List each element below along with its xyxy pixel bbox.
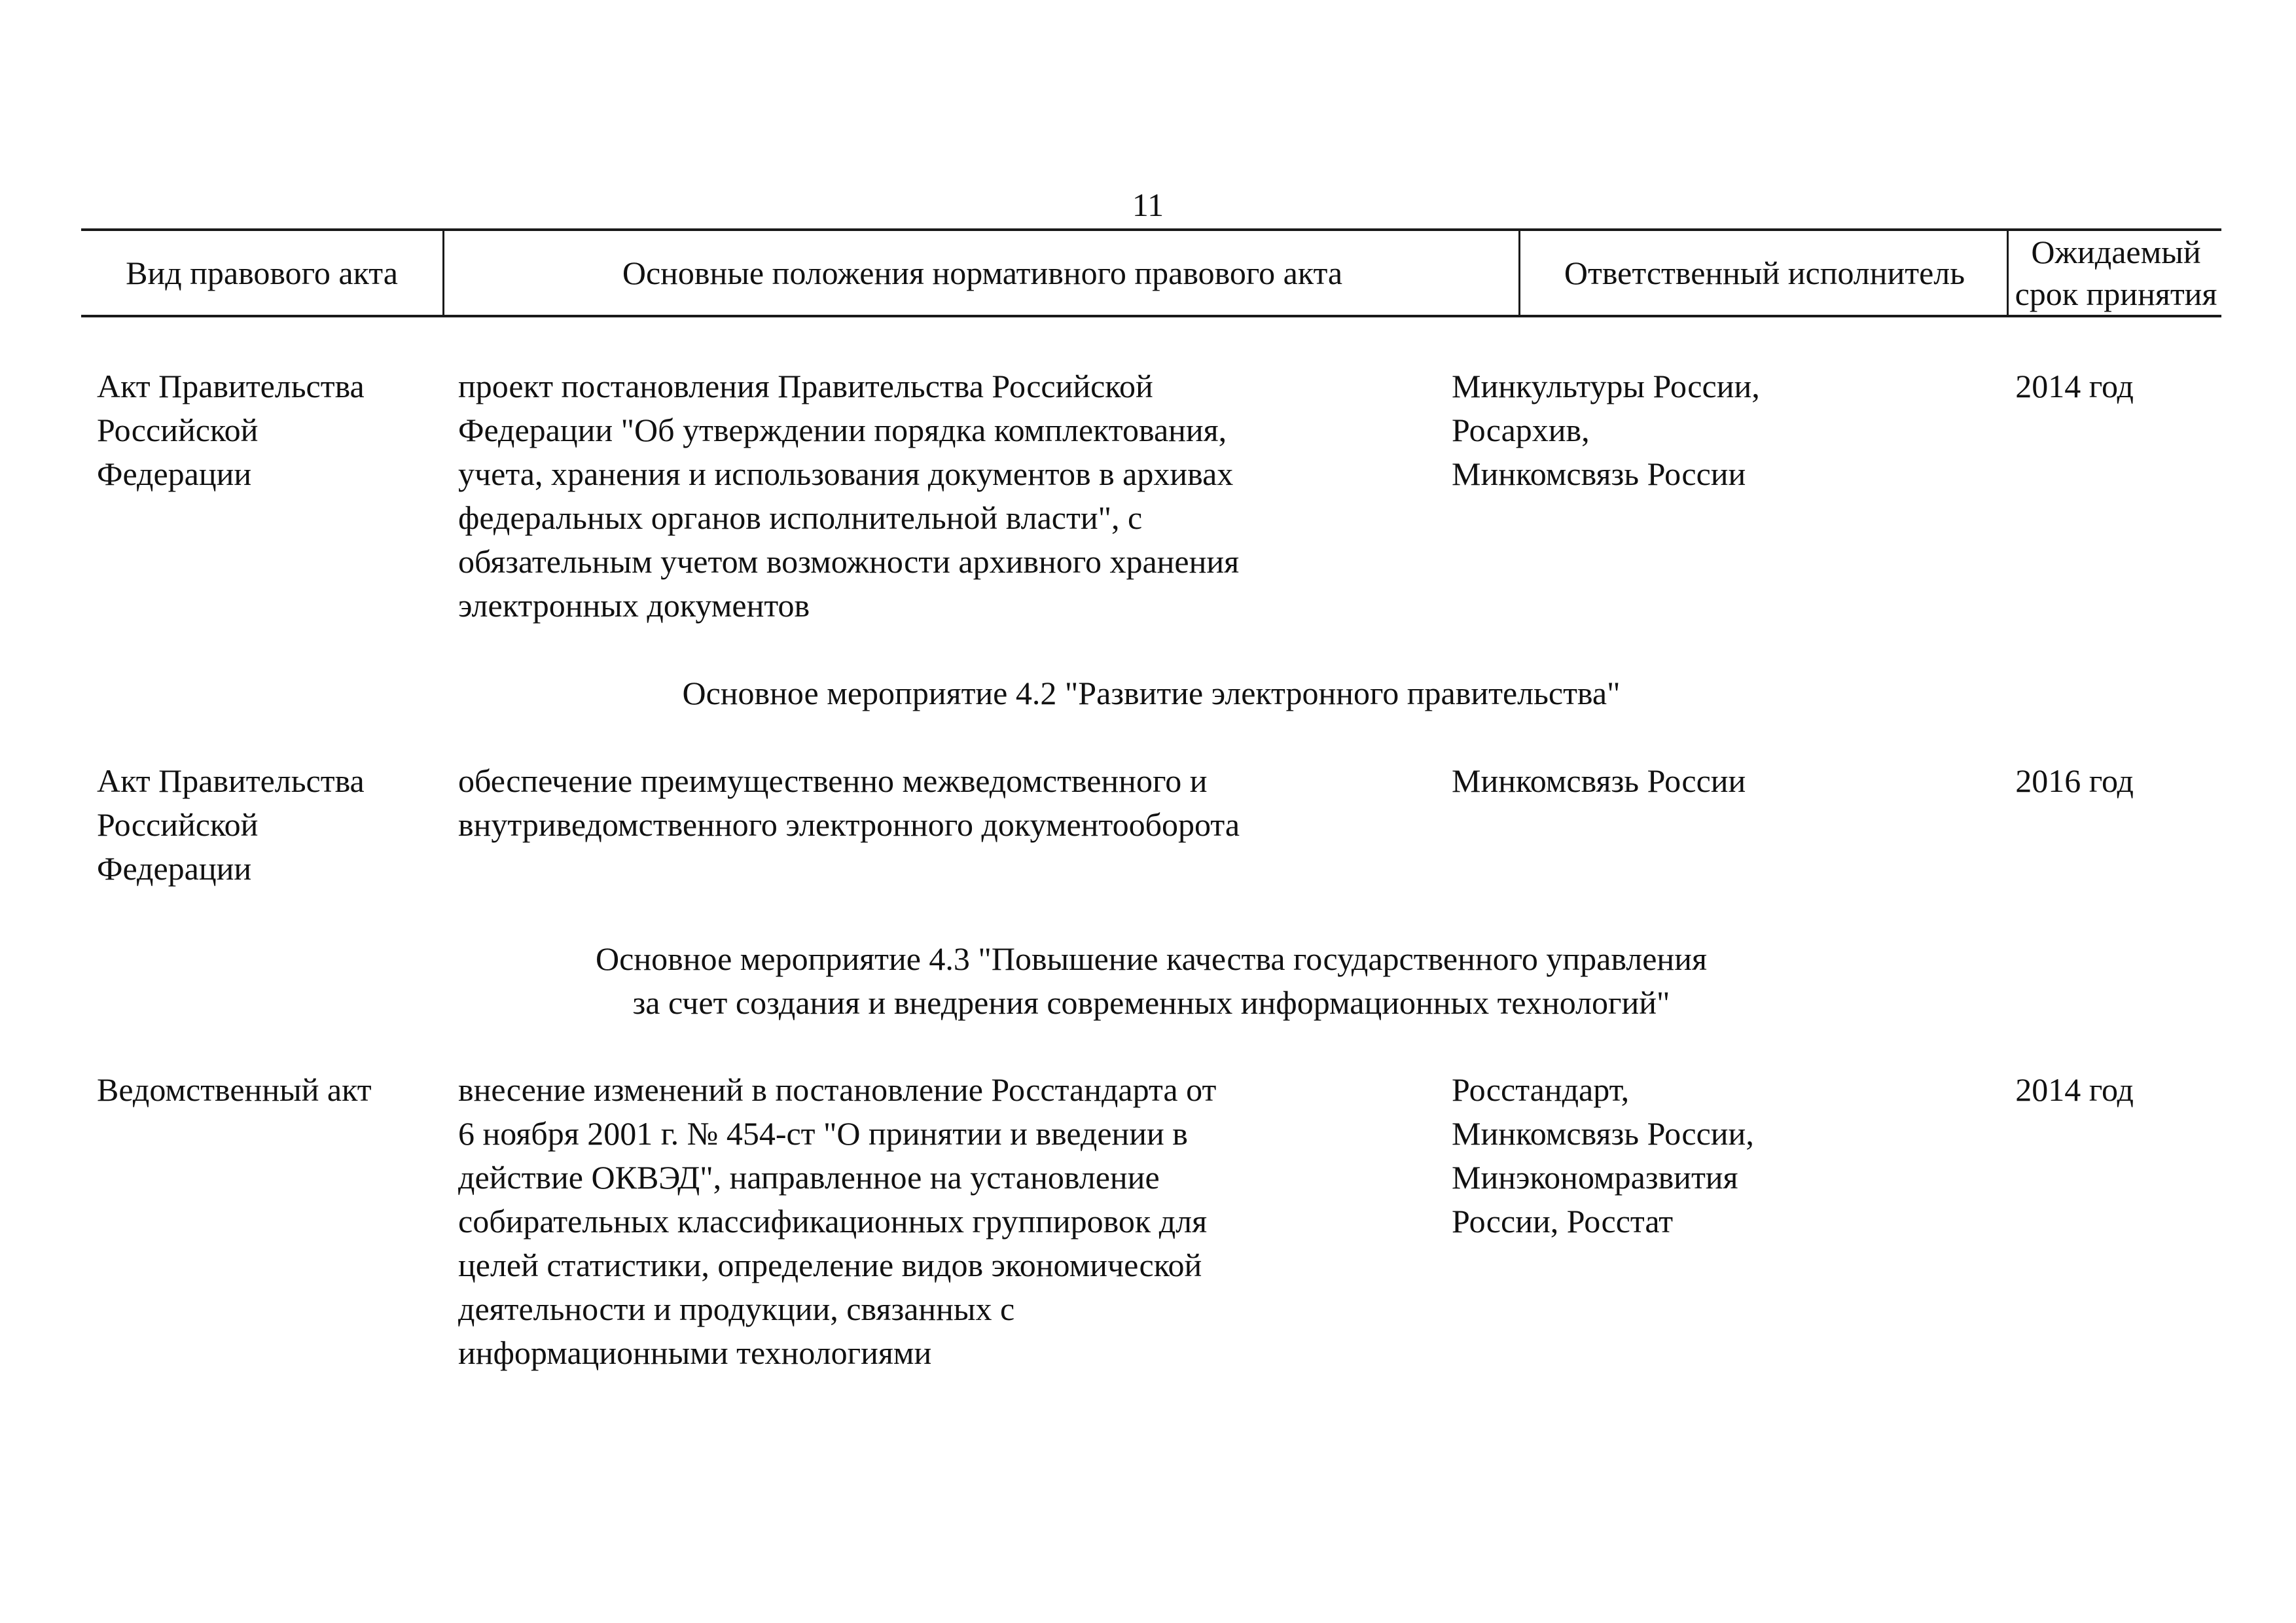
header-deadline: Ожидаемый срок принятия [2007, 231, 2223, 315]
row-3-provisions: внесение изменений в постановление Росстандарта от 6 ноября 2001 г. № 454-ст "О принятии и введении в действие ОКВЭД", направленное на установление собирательных классификационных группировок для целей статистики, определение видов экономической деятельности и продукции, связанных с информационными технологиями [458, 1071, 1217, 1371]
row-1-deadline: 2014 год [2015, 368, 2134, 404]
row-2-provisions: обеспечение преимущественно межведомственного и внутриведомственного электронного документооборота [458, 762, 1240, 843]
table-header [81, 228, 2221, 317]
row-2-deadline: 2016 год [2015, 762, 2134, 799]
page-number: 11 [1132, 187, 1164, 223]
header-executor: Ответственный исполнитель [1518, 231, 2009, 315]
row-1-executor: Минкультуры России, Росархив, Минкомсвязь России [1452, 368, 1760, 492]
row-1-act-type: Акт Правительства Российской Федерации [97, 368, 365, 492]
section-heading-4-2: Основное мероприятие 4.2 "Развитие электронного правительства" [682, 675, 1621, 711]
header-provisions: Основные положения нормативного правового акта [442, 231, 1520, 315]
header-act-type: Вид правового акта [126, 255, 398, 291]
row-3-executor: Росстандарт, Минкомсвязь России, Минэкономразвития России, Росстат [1452, 1071, 1754, 1240]
row-1-provisions: проект постановления Правительства Российской Федерации "Об утверждении порядка комплектования, учета, хранения и использования документов в архивах федеральных органов исполнительной власти", с обязательным учетом возможности архивного хранения электронных документов [458, 368, 1240, 624]
row-3-act-type: Ведомственный акт [97, 1071, 372, 1108]
section-heading-4-3: Основное мероприятие 4.3 "Повышение качества государственного управления за счет создания и внедрения современных информационных технологий" [596, 940, 1707, 1021]
row-2-executor: Минкомсвязь России [1452, 762, 1746, 799]
row-3-deadline: 2014 год [2015, 1071, 2134, 1108]
row-2-act-type: Акт Правительства Российской Федерации [97, 762, 365, 887]
